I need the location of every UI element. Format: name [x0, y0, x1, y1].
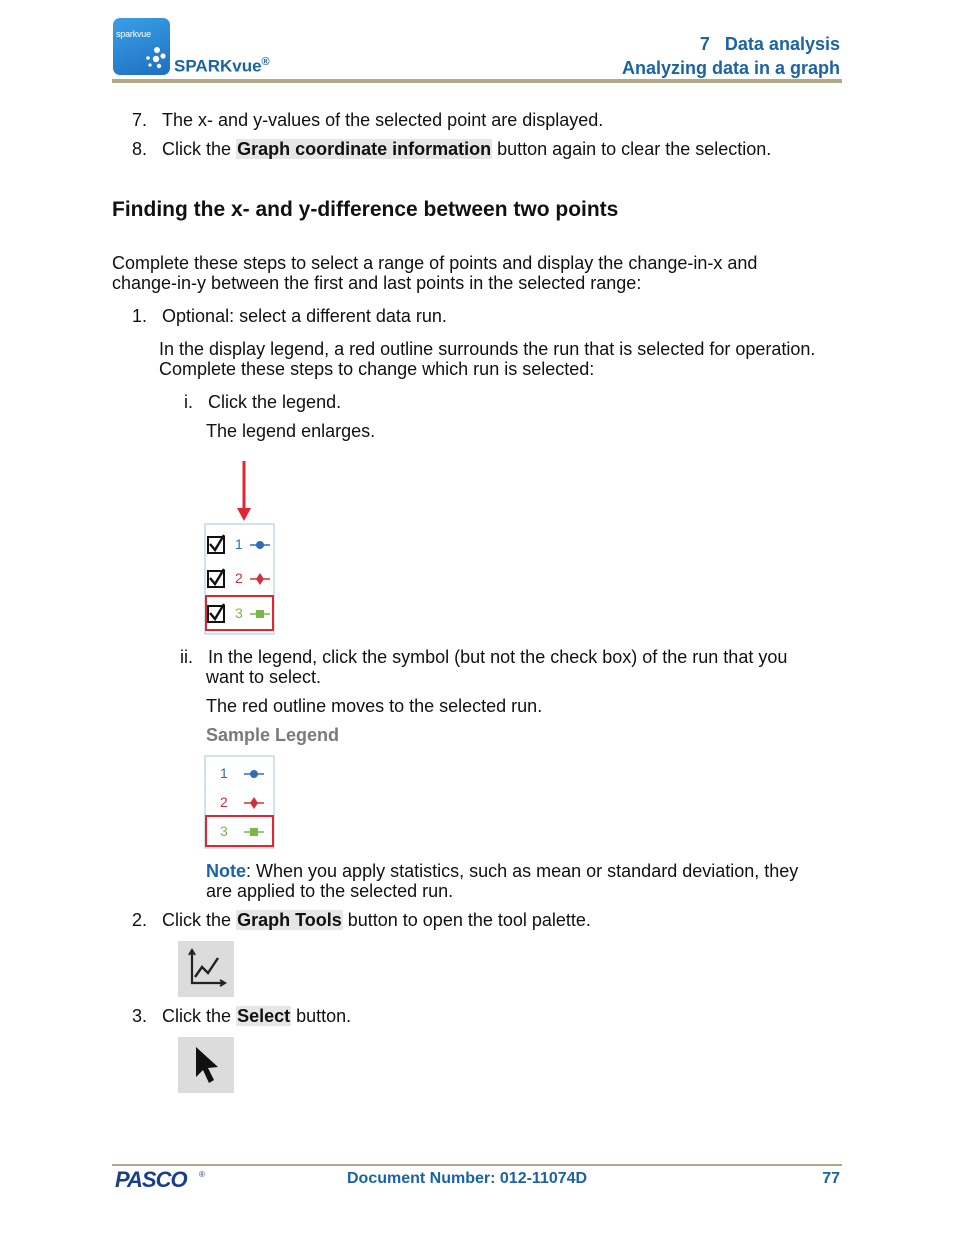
step-7: 7. The x- and y-values of the selected point are displayed. [132, 110, 604, 130]
sample-run-1-label: 1 [220, 765, 228, 781]
step-3: 3. Click the Select button. [132, 1006, 352, 1026]
step-8: 8. Click the Graph coordinate information button again to clear the selection. [132, 139, 772, 159]
substep-i: i. Click the legend. [184, 392, 342, 412]
chapter-header [622, 32, 840, 80]
legend-checkbox-2 [208, 569, 224, 587]
logo-dots-icon [143, 46, 167, 70]
page-number: 77 [822, 1170, 840, 1187]
intro-paragraph: Complete these steps to select a range of points and display the change-in-x and change-in-y between the first and last points in the selected range: [112, 253, 758, 293]
chapter-title: 7 Data analysis [699, 34, 840, 54]
brand-name: SPARKvue® [174, 56, 270, 76]
red-arrow-icon [237, 461, 251, 521]
header-rule [112, 79, 842, 83]
graph-tools-label: Graph Tools [237, 910, 342, 930]
sample-legend-figure [200, 752, 280, 852]
legend-run-1-label: 1 [235, 536, 243, 552]
footer-rule [112, 1164, 842, 1166]
legend-run-3-label: 3 [235, 605, 243, 621]
sample-legend-caption: Sample Legend [206, 725, 340, 745]
sample-run-2-label: 2 [220, 794, 228, 810]
note: Note: When you apply statistics, such as mean or standard deviation, they are applied to the selected run. [206, 861, 799, 901]
section-heading: Finding the x- and y-difference between two points [112, 198, 619, 221]
step-1-paragraph: In the display legend, a red outline surrounds the run that is selected for operation. Complete these steps to change which run is selected: [159, 339, 816, 379]
legend-checkbox-1 [208, 535, 224, 553]
step-1: 1. Optional: select a different data run. [132, 306, 447, 326]
section-title: Analyzing data in a graph [621, 58, 840, 78]
legend-run-2-label: 2 [235, 570, 243, 586]
sparkvue-logo [113, 18, 170, 75]
logo-text: sparkvue [116, 29, 151, 39]
pasco-logo [113, 1168, 209, 1190]
enlarged-legend-figure [200, 458, 280, 638]
legend-checkbox-3 [208, 604, 224, 622]
note-label: Note [206, 861, 246, 881]
svg-text:PASCO: PASCO [115, 1168, 187, 1190]
sample-run-3-label: 3 [220, 823, 228, 839]
substep-ii-result: The red outline moves to the selected run. [206, 696, 543, 716]
select-label: Select [237, 1006, 291, 1026]
select-arrow-icon[interactable] [178, 1037, 234, 1093]
step-2: 2. Click the Graph Tools button to open the tool palette. [132, 910, 591, 930]
document-number: Document Number: 012-11074D [347, 1170, 588, 1187]
substep-i-result: The legend enlarges. [206, 421, 376, 441]
graph-tools-icon[interactable] [178, 941, 234, 997]
substep-ii: ii. In the legend, click the symbol (but not the check box) of the run that you want to select. [180, 647, 788, 687]
graph-coordinate-info-label: Graph coordinate information [237, 139, 492, 159]
svg-text:®: ® [199, 1170, 205, 1179]
